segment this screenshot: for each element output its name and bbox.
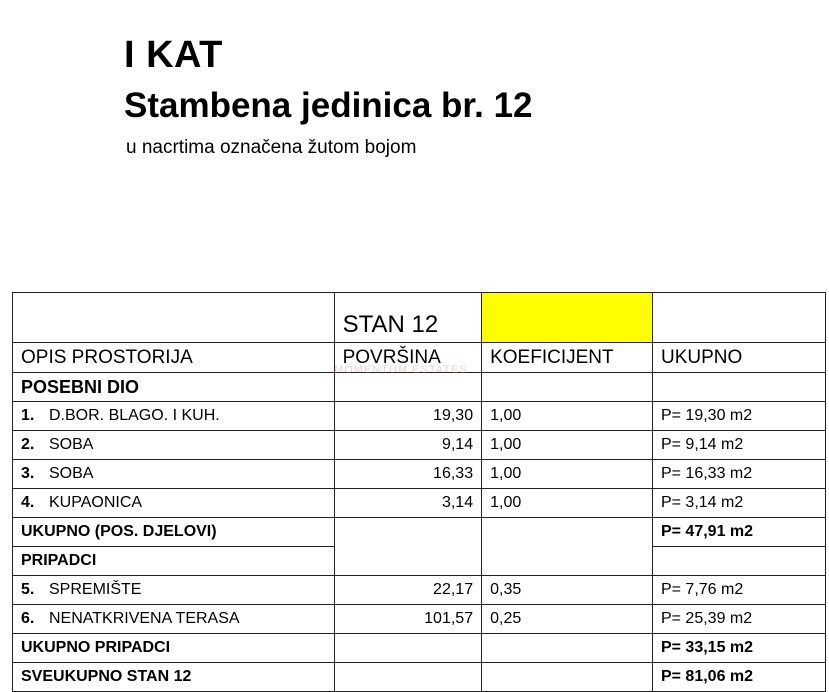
subtotal-value: P= 33,15 m2 [652, 634, 825, 663]
room-area: 9,14 [334, 431, 482, 460]
yellow-highlight-swatch [482, 293, 653, 343]
stan-label: STAN 12 [334, 293, 482, 343]
section-pripadci: PRIPADCI [13, 547, 335, 576]
room-coef: 1,00 [482, 402, 653, 431]
grand-total-value: P= 81,06 m2 [652, 663, 825, 692]
unit-note: u nacrtima označena žutom bojom [126, 137, 417, 158]
subtotal-row [13, 634, 826, 663]
room-total: P= 16,33 m2 [652, 460, 825, 489]
empty-cell [13, 293, 335, 343]
room-area: 3,14 [334, 489, 482, 518]
subtotal-value: P= 47,91 m2 [652, 518, 825, 547]
table-row [13, 402, 826, 431]
table-top-row [13, 293, 826, 343]
room-area: 101,57 [334, 605, 482, 634]
row-number: 4. [21, 494, 35, 511]
room-total: P= 25,39 m2 [652, 605, 825, 634]
room-name: KUPAONICA [49, 494, 143, 511]
room-total: P= 3,14 m2 [652, 489, 825, 518]
section-posebni-dio: POSEBNI DIO [13, 373, 335, 402]
room-name: SOBA [49, 465, 94, 482]
room-coef: 1,00 [482, 431, 653, 460]
room-area: 19,30 [334, 402, 482, 431]
room-total: P= 9,14 m2 [652, 431, 825, 460]
row-number: 3. [21, 465, 35, 482]
table-row [13, 576, 826, 605]
room-name: NENATKRIVENA TERASA [49, 610, 240, 627]
room-total: P= 19,30 m2 [652, 402, 825, 431]
room-name: SOBA [49, 436, 94, 453]
room-coef: 1,00 [482, 489, 653, 518]
row-number: 2. [21, 436, 35, 453]
col-header-povrsina: POVRŠINA [334, 343, 482, 373]
room-name: SPREMIŠTE [49, 581, 142, 598]
grand-total-row [13, 663, 826, 692]
unit-title: Stambena jedinica br. 12 [124, 86, 533, 125]
room-coef: 0,35 [482, 576, 653, 605]
room-area: 22,17 [334, 576, 482, 605]
col-header-koeficijent: KOEFICIJENT [482, 343, 653, 373]
room-name: D.BOR. BLAGO. I KUH. [49, 407, 220, 424]
room-coef: 1,00 [482, 460, 653, 489]
table-row [13, 431, 826, 460]
table-row [13, 605, 826, 634]
room-total: P= 7,76 m2 [652, 576, 825, 605]
col-header-ukupno: UKUPNO [652, 343, 825, 373]
floor-title: I KAT [124, 34, 223, 76]
watermark-logo: MOMENTUM ESTATES [334, 364, 468, 376]
row-number: 6. [21, 610, 35, 627]
row-number: 5. [21, 581, 35, 598]
empty-cell [652, 293, 825, 343]
subtotal-label: UKUPNO (POS. DJELOVI) [13, 518, 335, 547]
table-row [13, 489, 826, 518]
row-number: 1. [21, 407, 35, 424]
subtotal-row [13, 518, 826, 547]
room-area: 16,33 [334, 460, 482, 489]
subtotal-label: UKUPNO PRIPADCI [13, 634, 335, 663]
room-coef: 0,25 [482, 605, 653, 634]
col-header-opis: OPIS PROSTORIJA [13, 343, 335, 373]
table-row [13, 460, 826, 489]
grand-total-label: SVEUKUPNO STAN 12 [13, 663, 335, 692]
area-table [12, 292, 826, 692]
section-row [13, 373, 826, 402]
